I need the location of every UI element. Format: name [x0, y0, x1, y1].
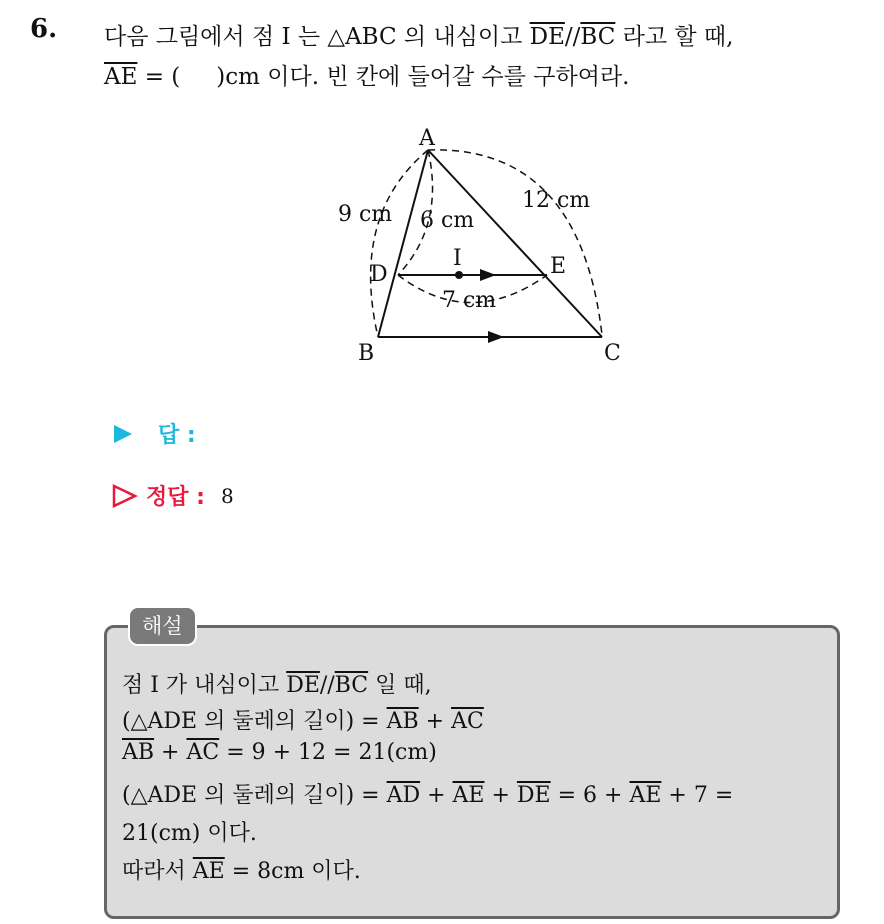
sol-text: + 7 =	[661, 783, 734, 808]
correct-answer-value: 8	[220, 483, 234, 508]
arrow-bc	[488, 331, 504, 343]
solution-line-5: 21(cm) 이다.	[122, 821, 257, 846]
label-i: I	[453, 246, 462, 271]
sol-text: = 6 +	[550, 783, 630, 808]
sol-text-end: 일 때,	[368, 673, 432, 698]
correct-answer-row	[112, 480, 234, 511]
question-text-end: 라고 할 때,	[615, 24, 734, 50]
label-len-de: 7 cm	[442, 288, 497, 313]
question-text-tail: )cm 이다. 빈 칸에 들어갈 수를 구하여라.	[216, 64, 630, 90]
sol-text: 점 I 가 내심이고	[122, 673, 287, 698]
solution-line-4	[122, 778, 733, 809]
label-len-ad: 6 cm	[420, 208, 475, 233]
sol-seg-ad: $\overline{AD}$	[386, 783, 421, 808]
sol-parallel: //	[319, 673, 335, 698]
parallel-sign: //	[564, 24, 581, 50]
segment-bc: $\overline{BC}$	[580, 24, 616, 50]
label-b: B	[358, 341, 375, 366]
sol-seg-ab: $\overline{AB}$	[122, 740, 155, 765]
answer-row	[112, 418, 196, 449]
solution-line-3	[122, 740, 437, 765]
question-line-2	[104, 58, 630, 91]
sol-plus: +	[418, 709, 452, 734]
sol-seg-ae: $\overline{AE}$	[629, 783, 662, 808]
question-text-eq: = (	[137, 64, 181, 90]
triangle-figure	[320, 115, 640, 370]
sol-plus: +	[484, 783, 517, 808]
answer-label: 답 :	[158, 423, 196, 448]
label-len-ab: 9 cm	[338, 202, 393, 227]
arc-a-b	[371, 150, 428, 337]
solution-tab: 해설	[128, 606, 197, 646]
sol-seg-de: $\overline{DE}$	[286, 673, 320, 698]
label-c: C	[604, 341, 621, 366]
sol-seg-ae: $\overline{AE}$	[192, 859, 225, 884]
label-a: A	[419, 126, 435, 151]
sol-text: = 8cm 이다.	[224, 859, 361, 884]
sol-seg-ae: $\overline{AE}$	[452, 783, 485, 808]
sol-text: (△ADE 의 둘레의 길이) =	[122, 709, 387, 734]
incenter-point	[455, 271, 463, 279]
solution-line-1	[122, 668, 432, 699]
sol-seg-ac: $\overline{AC}$	[186, 740, 220, 765]
solution-line-6	[122, 854, 361, 885]
sol-plus: +	[420, 783, 453, 808]
sol-plus: +	[154, 740, 187, 765]
sol-seg-de: $\overline{DE}$	[516, 783, 551, 808]
correct-answer-label: 정답 :	[146, 485, 205, 510]
sol-text: (△ADE 의 둘레의 길이) =	[122, 783, 387, 808]
question-number: 6.	[30, 14, 58, 44]
label-d: D	[370, 262, 388, 287]
segment-de: $\overline{DE}$	[529, 24, 565, 50]
side-ab	[378, 150, 428, 337]
outline-triangle-icon	[112, 484, 138, 508]
play-triangle-icon	[112, 423, 134, 445]
sol-seg-ac: $\overline{AC}$	[451, 709, 484, 734]
sol-text: = 9 + 12 = 21(cm)	[219, 740, 437, 765]
question-text: 다음 그림에서 점 I 는 △ABC 의 내심이고	[104, 24, 530, 50]
sol-seg-ab: $\overline{AB}$	[386, 709, 419, 734]
label-len-ac: 12 cm	[522, 188, 591, 213]
sol-text: 따라서	[122, 859, 193, 884]
question-line-1	[104, 18, 733, 51]
label-e: E	[550, 254, 567, 279]
sol-seg-bc: $\overline{BC}$	[334, 673, 369, 698]
solution-line-2	[122, 704, 484, 735]
arrow-de	[480, 269, 496, 281]
segment-ae: $\overline{AE}$	[104, 64, 138, 90]
